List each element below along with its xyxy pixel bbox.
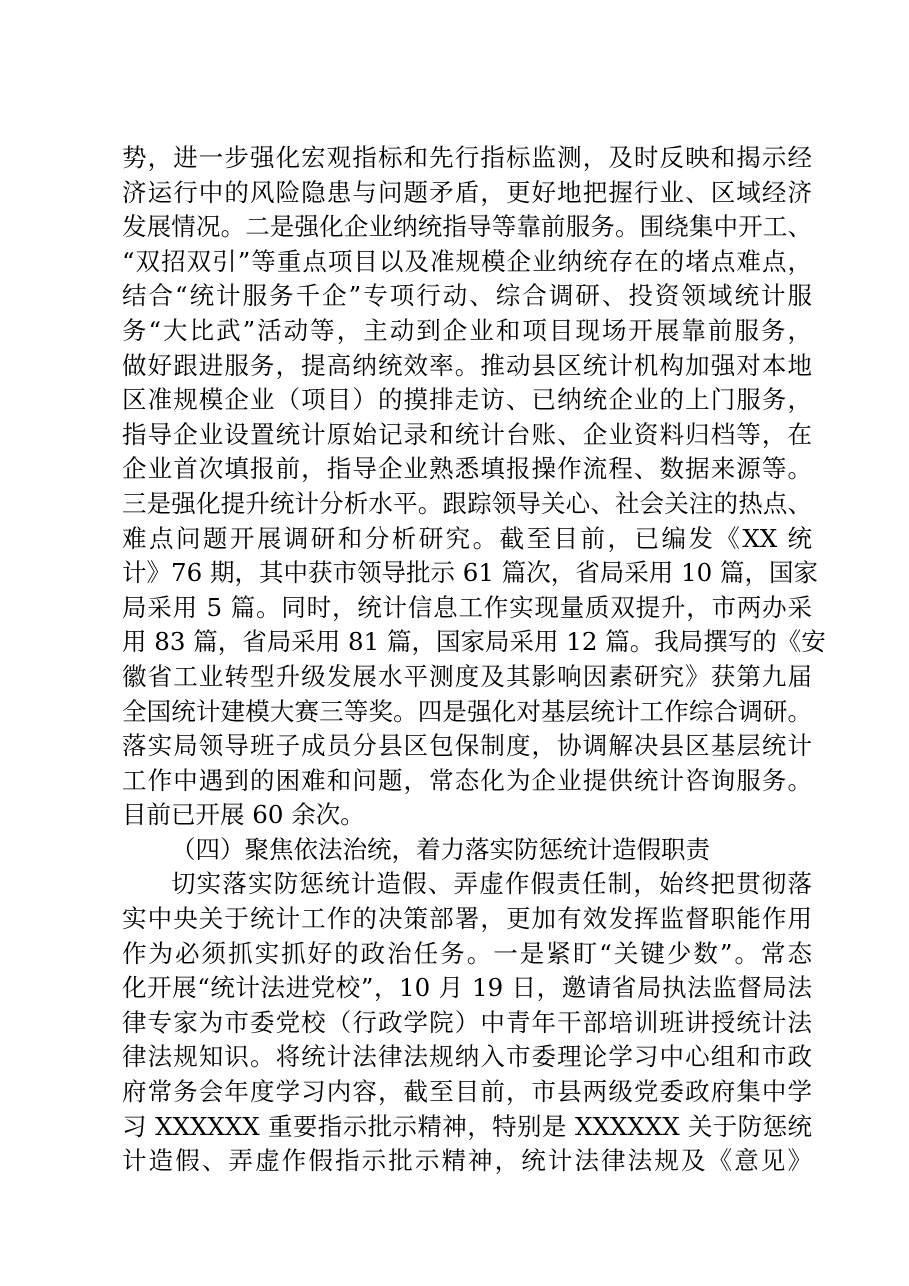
document-body xyxy=(122,141,826,1179)
body-line: 徽省工业转型升级发展水平测度及其影响因素研究》获第九届 xyxy=(122,661,812,691)
body-line: 律法规知识。将统计法律法规纳入市委理论学习中心组和市政 xyxy=(122,1042,812,1072)
body-line: 发展情况。二是强化企业纳统指导等靠前服务。围绕集中开工、 xyxy=(122,212,812,242)
body-line: 作为必须抓实抓好的政治任务。一是紧盯“关键少数”。常态 xyxy=(122,938,812,968)
body-line: 府常务会年度学习内容，截至目前，市县两级党委政府集中学 xyxy=(122,1077,812,1107)
body-line: 济运行中的风险隐患与问题矛盾，更好地把握行业、区域经济 xyxy=(122,177,812,207)
body-line: 务“大比武”活动等，主动到企业和项目现场开展靠前服务， xyxy=(122,315,812,345)
body-line: 企业首次填报前，指导企业熟悉填报操作流程、数据来源等。 xyxy=(122,454,812,484)
body-line: 做好跟进服务，提高纳统效率。推动县区统计机构加强对本地 xyxy=(122,350,812,380)
body-line-paragraph-start: 切实落实防惩统计造假、弄虚作假责任制，始终把贯彻落 xyxy=(171,869,812,899)
body-line: 实中央关于统计工作的决策部署，更加有效发挥监督职能作用 xyxy=(122,904,812,934)
body-line-paragraph-end: 目前已开展 60 余次。 xyxy=(122,800,365,830)
body-line: 势，进一步强化宏观指标和先行指标监测，及时反映和揭示经 xyxy=(122,143,812,172)
section-heading: （四）聚焦依法治统，着力落实防惩统计造假职责 xyxy=(171,834,710,864)
body-line: 律专家为市委党校（行政学院）中青年干部培训班讲授统计法 xyxy=(122,1007,812,1037)
body-line: 三是强化提升统计分析水平。跟踪领导关心、社会关注的热点、 xyxy=(122,488,812,518)
body-line: 工作中遇到的困难和问题，常态化为企业提供统计咨询服务。 xyxy=(122,765,812,795)
body-line: 全国统计建模大赛三等奖。四是强化对基层统计工作综合调研。 xyxy=(122,696,812,726)
body-line: 局采用 5 篇。同时，统计信息工作实现量质双提升，市两办采 xyxy=(122,592,812,622)
body-line: 指导企业设置统计原始记录和统计台账、企业资料归档等，在 xyxy=(122,419,812,449)
body-line: 结合“统计服务千企”专项行动、综合调研、投资领域统计服 xyxy=(122,281,812,311)
body-line: 落实局领导班子成员分县区包保制度，协调解决县区基层统计 xyxy=(122,731,812,761)
body-line: 用 83 篇，省局采用 81 篇，国家局采用 12 篇。我局撰写的《安 xyxy=(122,627,826,657)
body-line: 化开展“统计法进党校”，10 月 19 日，邀请省局执法监督局法 xyxy=(122,973,812,1003)
body-line: 计》76 期，其中获市领导批示 61 篇次，省局采用 10 篇，国家 xyxy=(122,558,818,588)
body-line: 习 XXXXXX 重要指示批示精神，特别是 XXXXXX 关于防惩统 xyxy=(122,1111,812,1141)
body-line: 区准规模企业（项目）的摸排走访、已纳统企业的上门服务， xyxy=(122,385,812,415)
body-line: 难点问题开展调研和分析研究。截至目前，已编发《XX 统 xyxy=(122,523,812,553)
body-line: 计造假、弄虚作假指示批示精神，统计法律法规及《意见》 xyxy=(122,1146,812,1176)
body-line: “双招双引”等重点项目以及准规模企业纳统存在的堵点难点， xyxy=(122,246,812,276)
